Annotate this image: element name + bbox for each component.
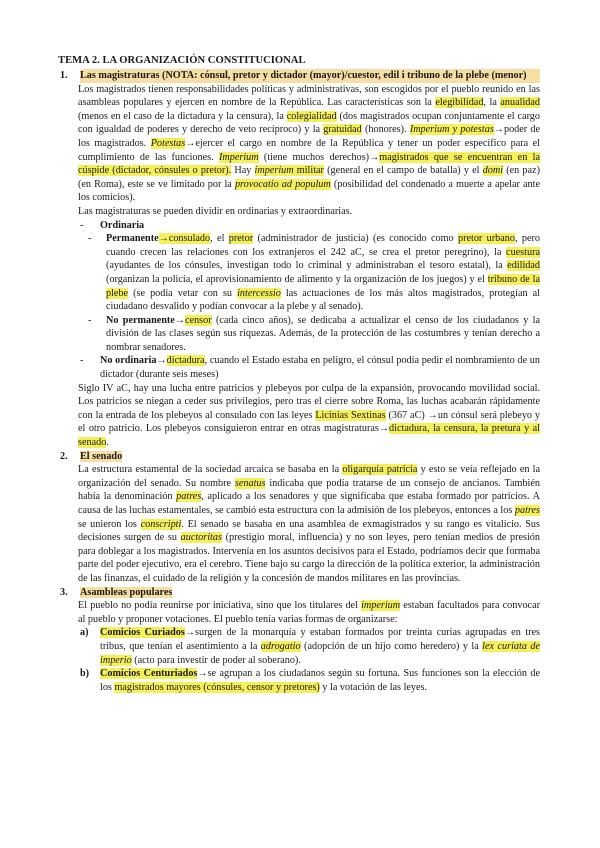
comicios-centuriados-label: Comicios Centuriados [100,668,198,680]
magistraturas-paragraph: Los magistrados tienen responsabilidades políticas y administrativas, son escogidos por el pueblo reunido en las asambleas populares y ejercen en nombre de la República. Las características son la elegibilidad, la anualidad (menos en el caso de la dictadura y la censura), la colegialidad (dos magistrados ocupan conjuntamente el cargo con igualdad de poderes y derecho de veto recíproco) y la gratuidad (honores). Imperium y potestas→poder de los magistrados. Potestas→ejercer el cargo en nombre de la República y tener un poder específico para el cumplimiento de las funciones. Imperium (tiene muchos derechos)→magistrados que se encuentran en la cúspide (dictador, cónsules o pretor). Hay imperium militar (general en el campo de batalla) y el domi (en paz) (en Roma), este se ve limitado por la provocatio ad populum (posibilidad del condenado a muerte a apelar ante los comicios). [78,83,540,204]
keyword-magistrados-mayores: magistrados mayores (cónsules, censor y pretores) [114,681,320,693]
keyword-imperium-potestas: Imperium y potestas [409,124,494,136]
keyword-dictadura: dictadura [166,355,205,367]
keyword-lex-curiata: lex curiata de imperio [100,640,540,666]
section-3-title: Asambleas populares [80,586,173,598]
section-2-number: 2. [60,450,68,462]
keyword-consulado: consulado [168,233,211,245]
keyword-conscripti: conscripti [140,518,182,530]
section-3-heading [60,586,540,600]
section-1-heading [60,69,540,83]
list-item-comicios-curiados: a) Comicios Curiados→surgen de la monarquía y estaban formados por treinta curias agrupadas en tres tribus, que tenían el asentimiento a la adrogatio (adopción de un hijo como heredero) y la lex curiata de imperio (acto para investir de poder al soberano). [80,627,540,666]
bullet-dash: - [88,314,92,326]
keyword-domi: domi [482,165,504,177]
comicios-curiados-label: Comicios Curiados [100,627,185,639]
bullet-no-permanente: - No permanente→censor (cada cinco años), se dedicaba a actualizar el censo de los ciudadanos y la división de las clases según sus riquezas. Además, de la protección de las costumbres y tenían derecho a nombrar senadores. [88,314,540,353]
keyword-intercessio: intercessio [237,287,281,299]
keyword-elegibilidad: elegibilidad [435,97,484,109]
keyword-imperium: imperium [361,600,401,612]
section-3-number: 3. [60,586,68,598]
keyword-auctoritas: auctoritas [180,532,222,544]
bullet-dash: - [80,219,84,231]
keyword-edilidad: edilidad [507,260,540,272]
document-body [0,69,600,694]
keyword-potestas: Potestas [150,137,186,149]
keyword-patres: patres [176,491,202,503]
bullet-no-ordinaria-label: No ordinaria [100,355,157,367]
bullet-no-permanente-label: No permanente [106,314,175,326]
keyword-licinias-sextinas: Licinias Sextinas [315,409,386,421]
keyword-pretor: pretor [228,233,254,245]
keyword-patres: patres [514,505,540,516]
bullet-no-ordinaria: - No ordinaria→dictadura, cuando el Estado estaba en peligro, el cónsul podía pedir el nombramiento de un dictador (durante seis meses) [80,355,540,381]
keyword-cuestura: cuestura [506,246,540,258]
bullet-ordinaria-label: Ordinaria [100,219,145,231]
section-1-title: Las magistraturas (NOTA: cónsul, pretor y dictador (mayor)/cuestor, edil i tribuno de la plebe (menor) [80,69,540,83]
senado-paragraph: La estructura estamental de la sociedad arcaica se basaba en la oligarquía patricia y esto se veía reflejado en la organización del senado. Su nombre senatus indicaba que podía tratarse de un consejo de ancianos. También había la denominación patres, aplicado a los senadores y que significaba que estaba formado por patricios. A causa de las luchas estamentales, se cambió esta estructura con la admisión de los plebeyos, entonces a los patres se unieron los conscripti. El senado se basaba en una asamblea de exmagistrados y su rango es vitalicio. Sus decisiones surgen de su auctoritas (prestigio moral, influencia) y no son leyes, pero tenían medios de presión para doblegar a los magistrados. Intervenía en los asuntos decisivos para el Estado, podríamos decir que formaba parte del poder ejecutivo, era el cerebro. Tiene bajo su cargo la dirección de la política exterior, la administración de las finanzas, el cuidado de la religión y la concesión de mandos militares en las provincias. [78,464,540,584]
document-title: TEMA 2. LA ORGANIZACIÓN CONSTITUCIONAL [58,55,306,66]
keyword-provocatio: provocatio ad populum [234,178,331,190]
keyword-colegialidad: colegialidad [286,110,337,122]
keyword-cuspide: magistrados que se encuentran en la cúspide (dictador, cónsules o pretor). [78,151,540,177]
section-1-number: 1. [60,70,68,81]
keyword-pretor-urbano: pretor urbano [457,233,515,245]
division-paragraph: Las magistraturas se pueden dividir en ordinarias y extraordinarias. [78,205,353,217]
bullet-ordinaria [80,219,540,233]
keyword-oligarquia-patricia: oligarquía patricia [342,464,418,476]
bullet-permanente: - Permanente→consulado, el pretor (administrador de justicia) (es conocido como pretor urbano, pero cuando crecen las relaciones con los extranjeros el 242 aC, se crea el pretor peregrino), la cuestura (ayudantes de los cónsules, investigan todo lo criminal y administraban el tesoro estatal), la edilidad (organizan la policía, el aprovisionamiento de alimento y la organización de los juegos) y el tribuno de la plebe (se podía vetar con su intercessio las actuaciones de los más altos magistrados, protegían al ciudadano desvalido y podían convocar a la plebe y al senado). [88,233,541,313]
section-2-title: El senado [80,450,123,462]
bullet-permanente-label: Permanente [106,233,159,245]
bullet-dash: - [88,233,92,245]
keyword-tribuno-plebe: tribuno de la plebe [106,273,540,299]
keyword-imperium-militar: imperium militar [254,165,324,177]
keyword-imperium: Imperium [218,151,259,163]
keyword-gratuidad: gratuidad [323,124,362,136]
list-marker-a: a) [80,627,89,639]
keyword-magistraturas-plebeyas: dictadura, la censura, la pretura y al senado [78,423,540,449]
keyword-adrogatio: adrogatio [260,640,301,652]
bullet-dash: - [80,355,84,367]
list-marker-b: b) [80,668,90,680]
keyword-anualidad: anualidad [500,97,540,109]
patricios-plebeyos-paragraph: Siglo IV aC, hay una lucha entre patricios y plebeyos por culpa de la expansión, provocando movilidad social. Los patricios se niegan a ceder sus privilegios, pero tras el cierre sobre Roma, las luchas acabarán rápidamente con la entrada de los plebeyos al consulado con las leyes Licinias Sextinas (367 aC) →un cónsul será plebeyo y el otro patricio. Los plebeyos consiguieron entrar en otras magistraturas→dictadura, la censura, la pretura y al senado. [78,382,541,449]
keyword-censor: censor [185,314,212,326]
section-2-heading [60,450,540,464]
asambleas-paragraph: El pueblo no podía reunirse por iniciativa, sino que los titulares del imperium estaban facultados para convocar al pueblo y proponer votaciones. El pueblo tenía varias formas de organizarse: [78,600,540,625]
keyword-senatus: senatus [234,477,266,489]
list-item-comicios-centuriados: b) Comicios Centuriados→se agrupan a los ciudadanos según su fortuna. Sus funciones son la elección de los magistrados mayores (cónsules, censor y pretores) y la votación de las leyes. [80,668,540,693]
